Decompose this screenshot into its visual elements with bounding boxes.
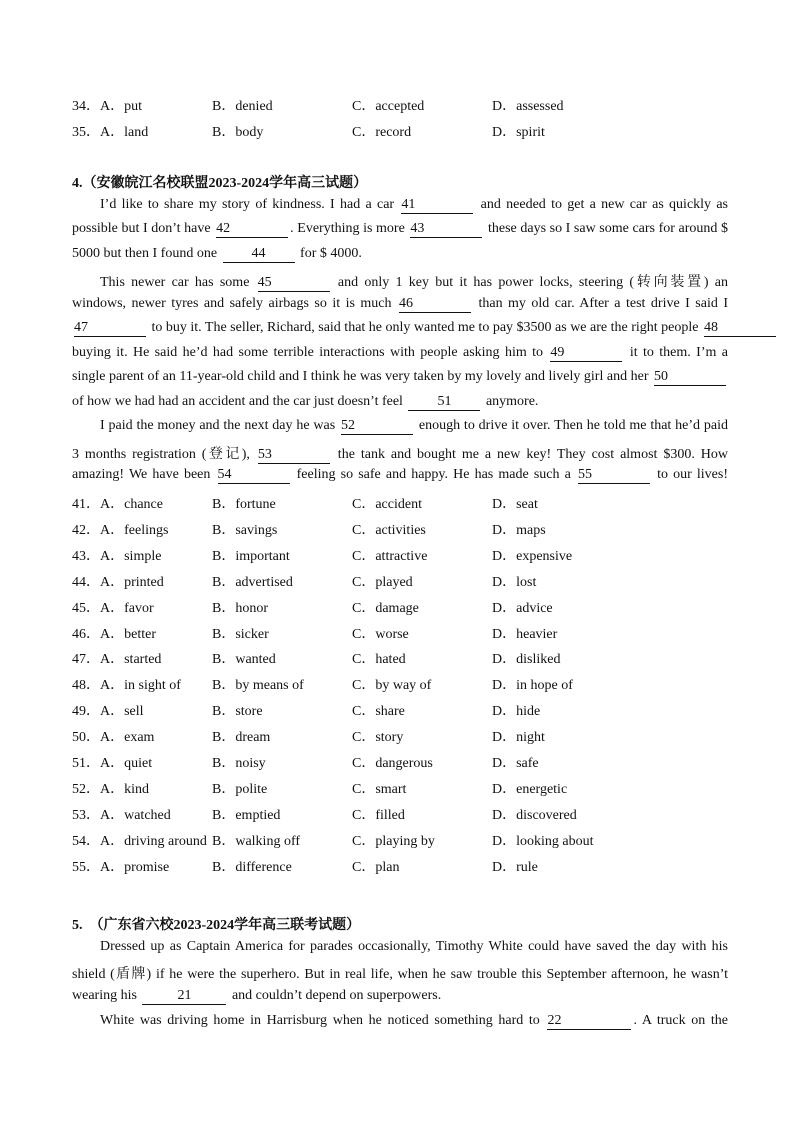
question-row — [72, 571, 732, 593]
answer-option[interactable]: D．in hope of — [492, 678, 573, 694]
answer-option[interactable]: C．playing by — [352, 833, 435, 849]
answer-option[interactable]: 47．A．started — [72, 652, 162, 668]
answer-option[interactable]: B．body — [212, 125, 264, 140]
passage-line — [72, 246, 728, 263]
passage-text: . Everything is more — [290, 221, 409, 236]
passage-text: I paid the money and the next day he was — [100, 418, 340, 433]
answer-option[interactable]: 50．A．exam — [72, 730, 155, 746]
answer-option[interactable]: 43．A．simple — [72, 548, 162, 564]
answer-blank[interactable]: 53 — [258, 447, 330, 464]
question-row — [72, 545, 732, 567]
passage-text: than my old car. After a test drive I said I — [472, 296, 728, 311]
passage-line — [72, 271, 728, 292]
answer-option[interactable]: B．polite — [212, 781, 268, 797]
answer-option[interactable]: D．maps — [492, 522, 546, 538]
answer-option[interactable]: C．plan — [352, 859, 400, 875]
passage-text: it to them. I’m a — [624, 345, 728, 360]
passage-line — [72, 963, 728, 983]
passage-text: amazing! We have been — [72, 467, 216, 482]
answer-blank[interactable]: 45 — [258, 275, 330, 292]
answer-option[interactable]: 44．A．printed — [72, 574, 164, 590]
answer-option[interactable]: C．by way of — [352, 678, 432, 694]
passage-text: wearing his — [72, 988, 141, 1003]
passage-text: single parent of an 11-year-old child and I think he was very taken by my lovely and lively girl and her — [72, 369, 652, 384]
answer-option[interactable]: C．activities — [352, 522, 426, 538]
answer-blank[interactable]: 42 — [216, 221, 288, 238]
passage-line — [72, 988, 728, 1005]
question-row — [72, 493, 732, 515]
answer-option[interactable]: B．sicker — [212, 626, 269, 642]
question-row — [72, 519, 732, 541]
passage-text: possible but I don’t have — [72, 221, 215, 236]
passage-text: the tank and bought me a new key! They cost almost $300. How — [331, 447, 728, 462]
passage-text: This newer car has some — [100, 275, 256, 290]
question-row — [72, 778, 732, 800]
passage-text: for $ 4000. — [296, 246, 362, 261]
answer-option[interactable]: C．attractive — [352, 548, 428, 564]
answer-option[interactable]: B．wanted — [212, 652, 276, 668]
passage-text: and needed to get a new car as quickly as — [475, 197, 728, 212]
answer-option[interactable]: 45．A．favor — [72, 600, 154, 616]
answer-option[interactable]: C．filled — [352, 807, 405, 823]
question-row — [72, 623, 732, 645]
answer-option[interactable]: D．assessed — [492, 99, 564, 114]
answer-option[interactable]: D．lost — [492, 574, 537, 590]
answer-option[interactable]: D．spirit — [492, 125, 545, 140]
section4-heading: 4.（安徽皖江名校联盟2023-2024学年高三试题） — [72, 176, 368, 191]
passage-line — [72, 939, 728, 955]
question-row — [72, 121, 732, 143]
answer-option[interactable]: C．accepted — [352, 99, 425, 114]
answer-option[interactable]: B．advertised — [212, 574, 293, 590]
answer-blank[interactable]: 52 — [341, 418, 413, 435]
answer-option[interactable]: C．worse — [352, 626, 409, 642]
answer-option[interactable]: C．smart — [352, 781, 407, 797]
answer-option[interactable]: 34．A．put — [72, 99, 142, 114]
answer-option[interactable]: C．hated — [352, 652, 406, 668]
answer-option[interactable]: B．dream — [212, 730, 271, 746]
answer-option[interactable]: 46．A．better — [72, 626, 156, 642]
passage-line — [72, 394, 728, 411]
answer-blank[interactable]: 46 — [399, 296, 471, 313]
answer-blank[interactable]: 49 — [550, 345, 622, 362]
answer-blank[interactable]: 50 — [654, 369, 726, 386]
passage-text: White was driving home in Harrisburg when he noticed something hard to — [100, 1013, 546, 1028]
passage-line — [72, 443, 728, 464]
question-row — [72, 700, 732, 722]
answer-option[interactable]: C．dangerous — [352, 756, 433, 771]
answer-blank[interactable]: 44 — [223, 246, 295, 263]
answer-option[interactable]: B．savings — [212, 522, 278, 538]
answer-option[interactable]: B．denied — [212, 99, 273, 114]
answer-option[interactable]: 35．A．land — [72, 125, 149, 140]
passage-line — [72, 467, 728, 484]
question-row — [72, 674, 732, 696]
answer-option[interactable]: B．noisy — [212, 756, 266, 771]
answer-option[interactable]: D．disliked — [492, 652, 561, 668]
passage-line — [72, 369, 728, 386]
question-row — [72, 597, 732, 619]
passage-text: to our lives! — [651, 467, 728, 482]
passage-line — [72, 221, 728, 238]
answer-option[interactable]: C．played — [352, 574, 413, 590]
answer-option[interactable]: D．expensive — [492, 548, 573, 564]
passage-text: 3 months registration (登记), — [72, 447, 256, 462]
passage-text: anymore. — [482, 394, 539, 409]
answer-option[interactable]: B．by means of — [212, 678, 304, 694]
passage-text: 5000 but then I found one — [72, 246, 221, 261]
passage-line — [72, 320, 728, 337]
answer-blank[interactable]: 21 — [142, 988, 226, 1005]
question-row — [72, 830, 732, 852]
passage-text: . A truck on the — [633, 1013, 729, 1028]
answer-option[interactable]: C．accident — [352, 497, 422, 512]
question-row — [72, 804, 732, 826]
answer-blank[interactable]: 51 — [408, 394, 480, 411]
answer-blank[interactable]: 54 — [218, 467, 290, 484]
passage-text: to buy it. The seller, Richard, said that he only wanted me to pay $3500 as we are the right people — [148, 320, 702, 335]
passage-line — [72, 296, 728, 313]
passage-text: I’d like to share my story of kindness. I had a car — [100, 197, 400, 212]
answer-option[interactable]: B．important — [212, 548, 290, 564]
answer-option[interactable]: B．walking off — [212, 833, 301, 849]
answer-option[interactable]: D．rule — [492, 859, 538, 875]
passage-text: feeling so safe and happy. He has made such a — [291, 467, 576, 482]
passage-line — [72, 345, 728, 362]
answer-option[interactable]: C．damage — [352, 600, 419, 616]
passage-text: of how we had had an accident and the car just doesn’t feel — [72, 394, 407, 409]
answer-option[interactable]: 51．A．quiet — [72, 756, 153, 771]
answer-option[interactable]: 53．A．watched — [72, 807, 171, 823]
answer-blank[interactable]: 22 — [547, 1013, 631, 1030]
answer-option[interactable]: D．energetic — [492, 781, 568, 797]
answer-option[interactable]: D．seat — [492, 497, 538, 512]
answer-option[interactable]: C．story — [352, 730, 404, 746]
answer-blank[interactable]: 47 — [74, 320, 146, 337]
answer-blank[interactable]: 43 — [410, 221, 482, 238]
answer-option[interactable]: D．safe — [492, 756, 539, 771]
answer-option[interactable]: 48．A．in sight of — [72, 678, 181, 694]
answer-option[interactable]: 52．A．kind — [72, 781, 149, 797]
passage-text: and only 1 key but it has power locks, steering (转向装置) an — [331, 275, 728, 290]
passage-text: and couldn’t depend on superpowers. — [228, 988, 442, 1003]
answer-option[interactable]: D．discovered — [492, 807, 577, 823]
answer-blank[interactable]: 55 — [578, 467, 650, 484]
question-row — [72, 752, 732, 774]
passage-text: shield (盾牌) if he were the superhero. But in real life, when he saw trouble this September afternoon, he wasn’t — [72, 967, 728, 982]
passage-text: enough to drive it over. Then he told me that he’d paid — [415, 418, 728, 433]
answer-blank[interactable]: 48 — [704, 320, 776, 337]
passage-text: Dressed up as Captain America for parades occasionally, Timothy White could have saved the day with his — [100, 939, 728, 954]
answer-option[interactable]: 49．A．sell — [72, 704, 144, 720]
answer-option[interactable]: B．honor — [212, 600, 268, 616]
answer-option[interactable]: 55．A．promise — [72, 859, 170, 875]
answer-option[interactable]: B．store — [212, 704, 263, 720]
answer-option[interactable]: D．hide — [492, 704, 541, 720]
answer-option[interactable]: 42．A．feelings — [72, 522, 169, 538]
question-row — [72, 726, 732, 748]
answer-option[interactable]: 41．A．chance — [72, 497, 163, 512]
answer-option[interactable]: D．night — [492, 730, 545, 746]
answer-option[interactable]: D．advice — [492, 600, 553, 616]
passage-line — [72, 197, 728, 214]
section5-heading: 5. （广东省六校2023-2024学年高三联考试题） — [72, 918, 361, 933]
answer-option[interactable]: C．share — [352, 704, 405, 720]
passage-text: buying it. He said he’d had some terrible interactions with people asking him to — [72, 345, 549, 360]
answer-option[interactable]: B．fortune — [212, 497, 276, 512]
question-row — [72, 856, 732, 878]
answer-option[interactable]: D．looking about — [492, 833, 594, 849]
answer-option[interactable]: C．record — [352, 125, 412, 140]
answer-blank[interactable]: 41 — [401, 197, 473, 214]
passage-text: windows, newer tyres and safely airbags so it is much — [72, 296, 397, 311]
passage-line — [72, 1013, 728, 1030]
question-row — [72, 95, 732, 117]
answer-option[interactable]: B．difference — [212, 859, 292, 875]
answer-option[interactable]: B．emptied — [212, 807, 281, 823]
question-row — [72, 648, 732, 670]
answer-option[interactable]: 54．A．driving around — [72, 833, 207, 849]
answer-option[interactable]: D．heavier — [492, 626, 558, 642]
passage-line — [72, 418, 728, 435]
passage-text: these days so I saw some cars for around $ — [484, 221, 728, 236]
